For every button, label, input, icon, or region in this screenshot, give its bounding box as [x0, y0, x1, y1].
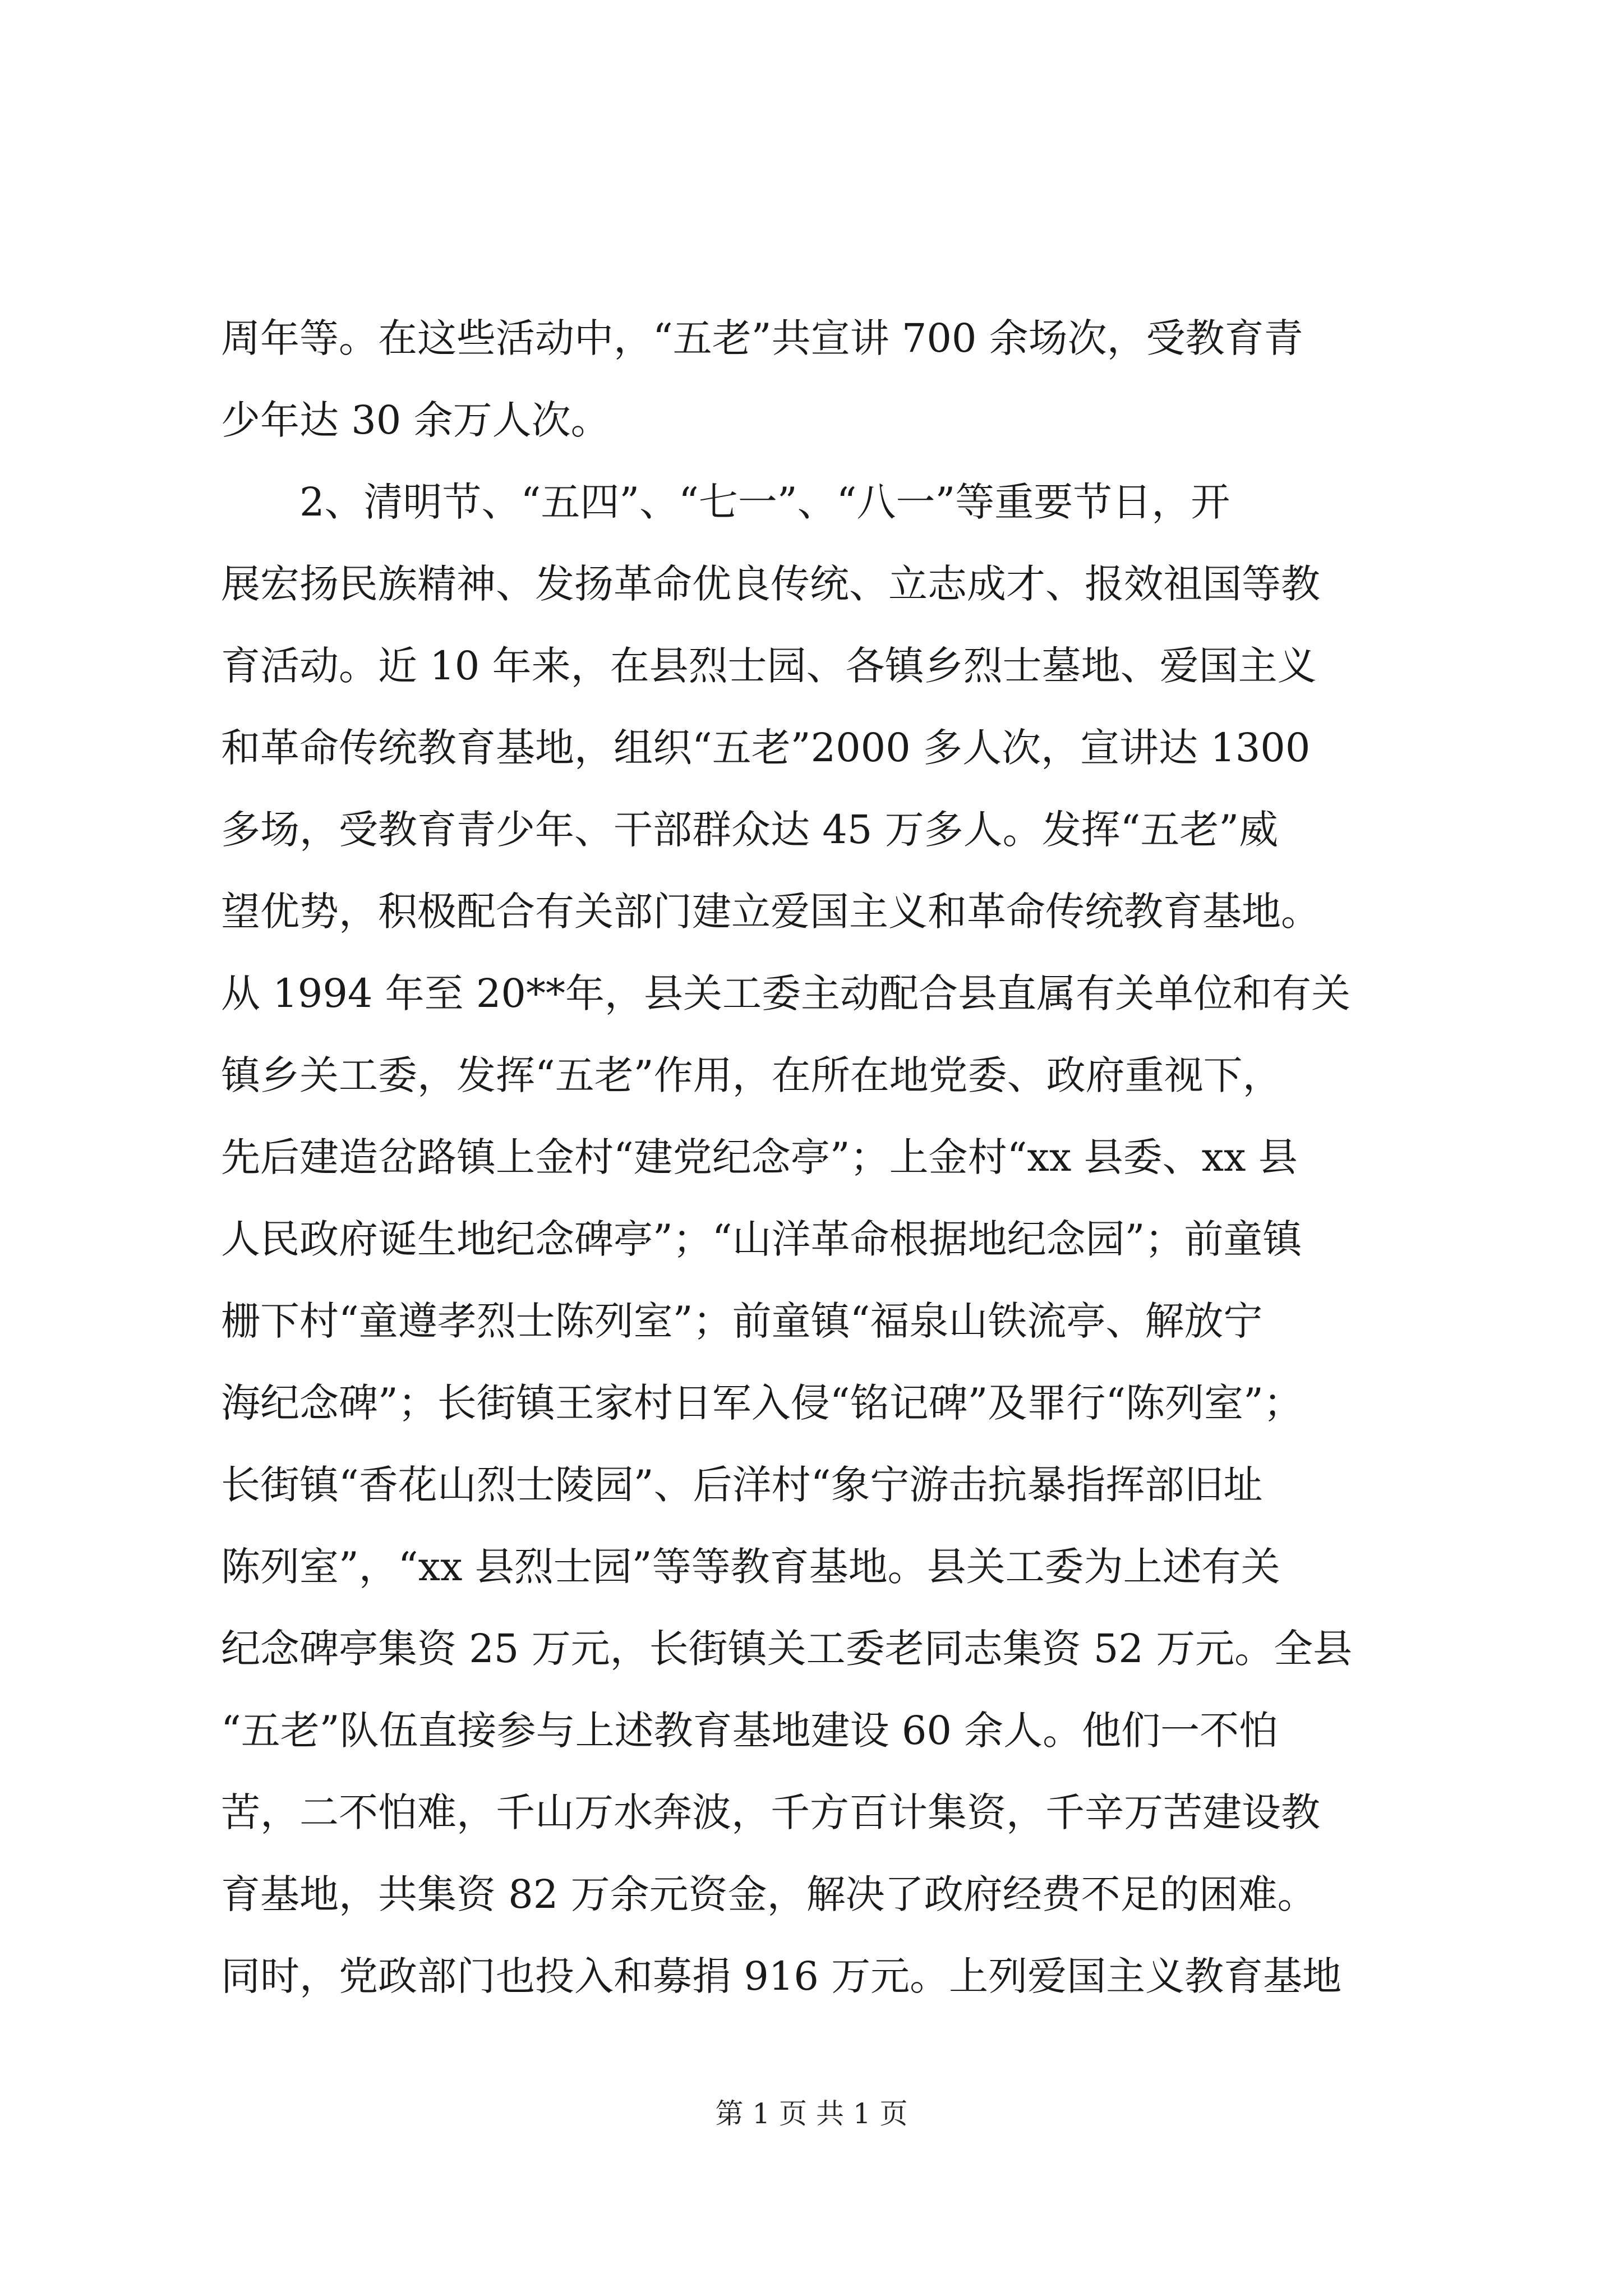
text-line: 陈列室”，“xx 县烈士园”等等教育基地。县关工委为上述有关	[221, 1544, 1280, 1590]
text-line: 周年等。在这些活动中，“五老”共宣讲 700 余场次，受教育青	[221, 315, 1303, 361]
text-line: 海纪念碑”；长街镇王家村日军入侵“铭记碑”及罪行“陈列室”；	[221, 1380, 1303, 1426]
text-line: 多场，受教育青少年、干部群众达 45 万多人。发挥“五老”威	[221, 807, 1279, 853]
text-line: 和革命传统教育基地，组织“五老”2000 多人次，宣讲达 1300	[221, 725, 1311, 771]
text-line: 栅下村“童遵孝烈士陈列室”；前童镇“福泉山铁流亭、解放宁	[221, 1298, 1263, 1344]
page-number: 第 1 页 共 1 页	[715, 2097, 908, 2130]
page-footer	[0, 2091, 1623, 2132]
text-line: 苦，二不怕难，千山万水奔波，千方百计集资，千辛万苦建设教	[221, 1789, 1320, 1835]
text-line: 育基地，共集资 82 万余元资金，解决了政府经费不足的困难。	[221, 1871, 1317, 1917]
text-line: 少年达 30 余万人次。	[221, 397, 610, 443]
text-line: 人民政府诞生地纪念碑亭”；“山洋革命根据地纪念园”；前童镇	[221, 1216, 1302, 1262]
text-line: 育活动。近 10 年来，在县烈士园、各镇乡烈士墓地、爱国主义	[221, 643, 1317, 689]
text-line: 同时，党政部门也投入和募捐 916 万元。上列爱国主义教育基地	[221, 1953, 1342, 1999]
text-line: 镇乡关工委，发挥“五老”作用，在所在地党委、政府重视下，	[221, 1052, 1282, 1098]
text-line: 长街镇“香花山烈士陵园”、后洋村“象宁游击抗暴指挥部旧址	[221, 1462, 1263, 1508]
text-line: 从 1994 年至 20**年，县关工委主动配合县直属有关单位和有关	[221, 970, 1350, 1016]
text-line: 纪念碑亭集资 25 万元，长街镇关工委老同志集资 52 万元。全县	[221, 1626, 1353, 1672]
text-line: 展宏扬民族精神、发扬革命优良传统、立志成才、报效祖国等教	[221, 561, 1320, 607]
text-line: 望优势，积极配合有关部门建立爱国主义和革命传统教育基地。	[221, 889, 1320, 935]
text-line: “五老”队伍直接参与上述教育基地建设 60 余人。他们一不怕	[221, 1708, 1279, 1754]
document-body	[221, 297, 1428, 2017]
text-line: 2、清明节、“五四”、“七一”、“八一”等重要节日，开	[299, 479, 1230, 525]
text-line: 先后建造岔路镇上金村“建党纪念亭”；上金村“xx 县委、xx 县	[221, 1134, 1298, 1180]
